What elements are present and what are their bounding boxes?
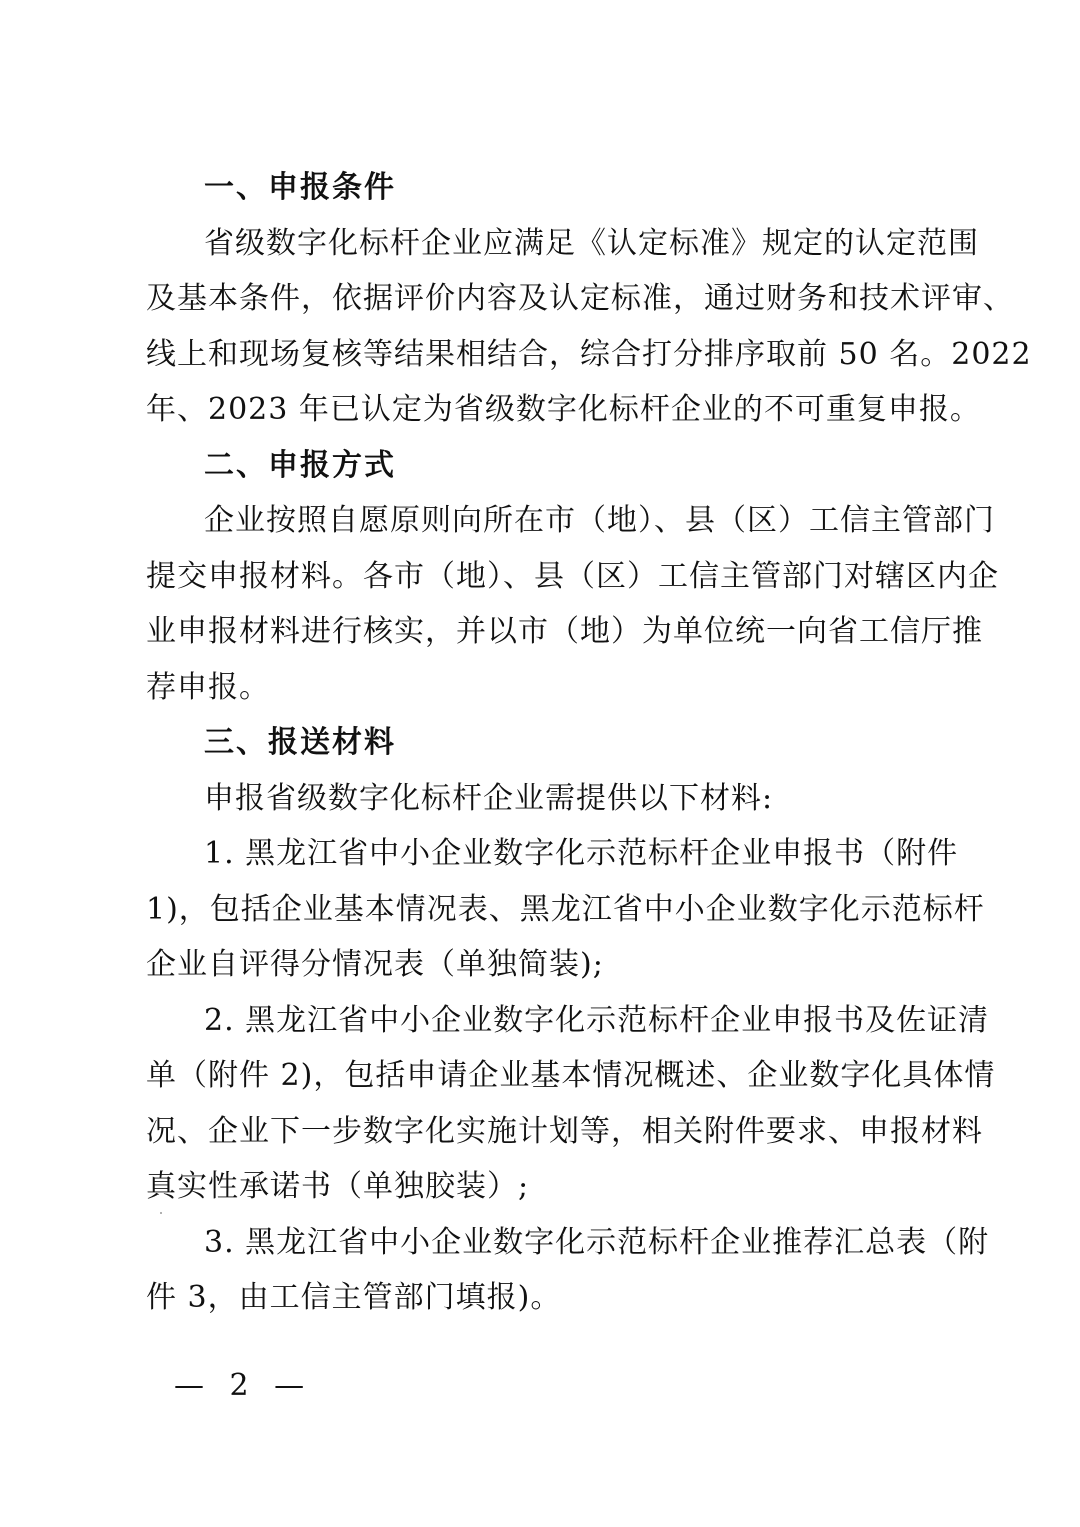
scan-speck — [160, 1212, 162, 1214]
list-item-3-line: 件 3，由工信主管部门填报)。 — [146, 1280, 562, 1315]
paragraph-line: 企业按照自愿原则向所在市（地）、县（区）工信主管部门 — [204, 503, 995, 538]
paragraph-line: 提交申报材料。各市（地）、县（区）工信主管部门对辖区内企 — [146, 558, 999, 594]
list-item-1-line: 企业自评得分情况表（单独简装); — [146, 947, 604, 982]
list-item-2-line: 况、企业下一步数字化实施计划等，相关附件要求、申报材料 — [146, 1113, 983, 1149]
paragraph-line: 及基本条件，依据评价内容及认定标准，通过财务和技术评审、 — [146, 281, 1014, 316]
list-item-2-line: 2. 黑龙江省中小企业数字化示范标杆企业申报书及佐证清 — [204, 1002, 990, 1038]
paragraph-line: 省级数字化标杆企业应满足《认定标准》规定的认定范围 — [204, 225, 979, 261]
section-heading-conditions: 一、申报条件 — [204, 170, 396, 205]
list-item-2-line: 真实性承诺书（单独胶装）; — [146, 1169, 530, 1204]
paragraph-line: 业申报材料进行核实，并以市（地）为单位统一向省工信厅推 — [146, 614, 983, 649]
page-number: — 2 — — [174, 1368, 313, 1403]
section-heading-method: 二、申报方式 — [204, 447, 396, 483]
section-heading-materials: 三、报送材料 — [204, 725, 396, 760]
paragraph-line: 线上和现场复核等结果相结合，综合打分排序取前 50 名。2022 — [146, 336, 1032, 372]
list-item-1-line: 1. 黑龙江省中小企业数字化示范标杆企业申报书（附件 — [204, 836, 959, 871]
list-item-1-line: 1)，包括企业基本情况表、黑龙江省中小企业数字化示范标杆 — [146, 891, 985, 927]
list-item-2-line: 单（附件 2)，包括申请企业基本情况概述、企业数字化具体情 — [146, 1058, 996, 1093]
materials-intro: 申报省级数字化标杆企业需提供以下材料: — [204, 780, 774, 816]
document-body — [146, 160, 1032, 1326]
paragraph-line: 荐申报。 — [146, 669, 270, 705]
list-item-3-line: 3. 黑龙江省中小企业数字化示范标杆企业推荐汇总表（附 — [204, 1224, 990, 1260]
paragraph-line: 年、2023 年已认定为省级数字化标杆企业的不可重复申报。 — [146, 392, 981, 427]
